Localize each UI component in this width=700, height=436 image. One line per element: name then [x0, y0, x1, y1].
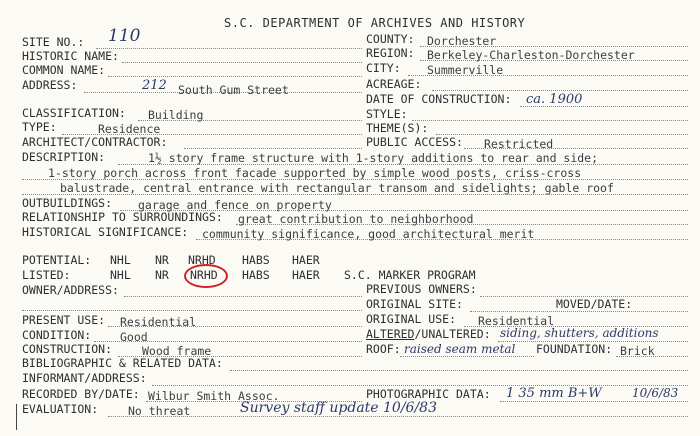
moved-date-label: MOVED/DATE:: [556, 297, 633, 311]
card-title: S.C. DEPARTMENT OF ARCHIVES AND HISTORY: [224, 16, 526, 30]
potential-label: POTENTIAL:: [22, 253, 92, 267]
condition-label: CONDITION:: [22, 328, 92, 342]
evaluation-label: EVALUATION:: [22, 402, 99, 416]
historic-name-label: HISTORIC NAME:: [22, 49, 119, 63]
description-line-2: 1-story porch across front facade supported by simple wood posts, criss-cross: [48, 166, 582, 180]
listed-nrhd-circle: [184, 264, 228, 288]
potential-nr: NR: [155, 253, 169, 267]
relationship-label: RELATIONSHIP TO SURROUNDINGS:: [22, 210, 223, 224]
acreage-line: [432, 90, 688, 91]
description-line-3: balustrade, central entrance with rectangular transom and sidelights; gable roof: [60, 181, 614, 195]
architect-line: [184, 148, 362, 149]
description-rule-1: [118, 164, 688, 165]
description-label: DESCRIPTION:: [22, 150, 106, 164]
description-rule-3: [22, 194, 688, 195]
county-value: Dorchester: [427, 34, 497, 48]
date-construction-value: ca. 1900: [526, 92, 583, 107]
listed-label: LISTED:: [22, 268, 71, 282]
foundation-label: FOUNDATION:: [536, 342, 613, 356]
historical-significance-label: HISTORICAL SIGNIFICANCE:: [22, 225, 189, 239]
listed-nr: NR: [155, 268, 169, 282]
altered-label: [366, 328, 491, 341]
description-line-1: 1½ story frame structure with 1-story additions to rear and side;: [148, 151, 599, 165]
original-use-label: ORIGINAL USE:: [366, 312, 457, 326]
photographic-data-date: 10/6/83: [632, 386, 679, 400]
acreage-label: ACREAGE:: [366, 77, 422, 91]
potential-nhl: NHL: [110, 253, 131, 267]
roof-label: ROOF:: [366, 342, 401, 356]
evaluation-line: [108, 416, 688, 417]
public-access-label: PUBLIC ACCESS:: [366, 135, 463, 149]
address-number: 212: [142, 78, 167, 93]
common-name-line: [108, 76, 362, 77]
recorded-by-label: RECORDED BY/DATE:: [22, 387, 140, 401]
marker-program-label: S.C. MARKER PROGRAM: [344, 268, 476, 282]
left-edge-tick: [16, 404, 18, 430]
original-use-value: Residential: [478, 314, 555, 328]
city-value: Summerville: [427, 63, 504, 77]
address-street: South Gum Street: [178, 83, 289, 97]
present-use-label: PRESENT USE:: [22, 313, 106, 327]
historic-name-line: [122, 62, 362, 63]
description-rule-2: [22, 179, 688, 180]
potential-haer: HAER: [292, 253, 320, 267]
photographic-data-label: PHOTOGRAPHIC DATA:: [366, 387, 491, 401]
site-no-value: 110: [108, 26, 141, 46]
altered-label-underlined: ALTERED: [366, 327, 415, 341]
altered-value: siding, shutters, additions: [500, 326, 659, 340]
classification-value: Building: [148, 108, 204, 122]
informant-label: INFORMANT/ADDRESS:: [22, 371, 147, 385]
style-line: [412, 120, 688, 121]
altered-label-rest: /UNALTERED:: [414, 327, 491, 341]
photographic-data-line: [500, 401, 688, 402]
informant-line: [152, 385, 688, 386]
original-site-line: [470, 311, 688, 312]
original-site-label: ORIGINAL SITE:: [366, 297, 463, 311]
owner-address-line: [124, 296, 362, 297]
roof-line: [400, 356, 534, 357]
classification-label: CLASSIFICATION:: [22, 106, 126, 120]
owner-continuation-line: [22, 310, 362, 311]
region-label: REGION:: [366, 46, 415, 60]
listed-nrhd: NRHD: [190, 268, 218, 282]
owner-address-label: OWNER/ADDRESS:: [22, 283, 119, 297]
type-value: Residence: [98, 122, 161, 136]
listed-habs: HABS: [242, 268, 270, 282]
historical-significance-value: community significance, good architectural merit: [202, 227, 535, 241]
evaluation-value: No threat: [128, 404, 191, 418]
region-value: Berkeley-Charleston-Dorchester: [427, 48, 635, 62]
style-label: STYLE:: [366, 107, 408, 121]
construction-label: CONSTRUCTION:: [22, 342, 113, 356]
recorded-by-value: Wilbur Smith Assoc.: [148, 389, 280, 403]
site-no-label: SITE NO.:: [22, 35, 85, 49]
listed-nhl: NHL: [110, 268, 131, 282]
condition-value: Good: [120, 330, 148, 344]
foundation-value: Brick: [620, 344, 655, 358]
address-label: ADDRESS:: [22, 78, 78, 92]
themes-label: THEME(S):: [366, 121, 429, 135]
relationship-value: great contribution to neighborhood: [238, 212, 474, 226]
roof-value: raised seam metal: [404, 342, 516, 356]
potential-nrhd: NRHD: [188, 253, 216, 267]
evaluation-note: Survey staff update 10/6/83: [240, 400, 437, 416]
photographic-data-value: 1 35 mm B+W: [506, 386, 602, 401]
bibliographic-line: [230, 370, 688, 371]
public-access-value: Restricted: [484, 137, 554, 151]
construction-value: Wood frame: [142, 344, 212, 358]
common-name-label: COMMON NAME:: [22, 63, 106, 77]
themes-line: [436, 134, 688, 135]
type-label: TYPE:: [22, 120, 57, 134]
county-label: COUNTY:: [366, 32, 415, 46]
architect-label: ARCHITECT/CONTRACTOR:: [22, 135, 168, 149]
present-use-value: Residential: [120, 315, 197, 329]
outbuildings-label: OUTBUILDINGS:: [22, 196, 113, 210]
listed-haer: HAER: [292, 268, 320, 282]
site-no-line: [96, 48, 362, 49]
date-construction-label: DATE OF CONSTRUCTION:: [366, 92, 512, 106]
bibliographic-label: BIBLIOGRAPHIC & RELATED DATA:: [22, 356, 223, 370]
previous-owners-label: PREVIOUS OWNERS:: [366, 282, 477, 296]
potential-habs: HABS: [242, 253, 270, 267]
outbuildings-value: garage and fence on property: [138, 198, 332, 212]
city-label: CITY:: [366, 61, 401, 75]
